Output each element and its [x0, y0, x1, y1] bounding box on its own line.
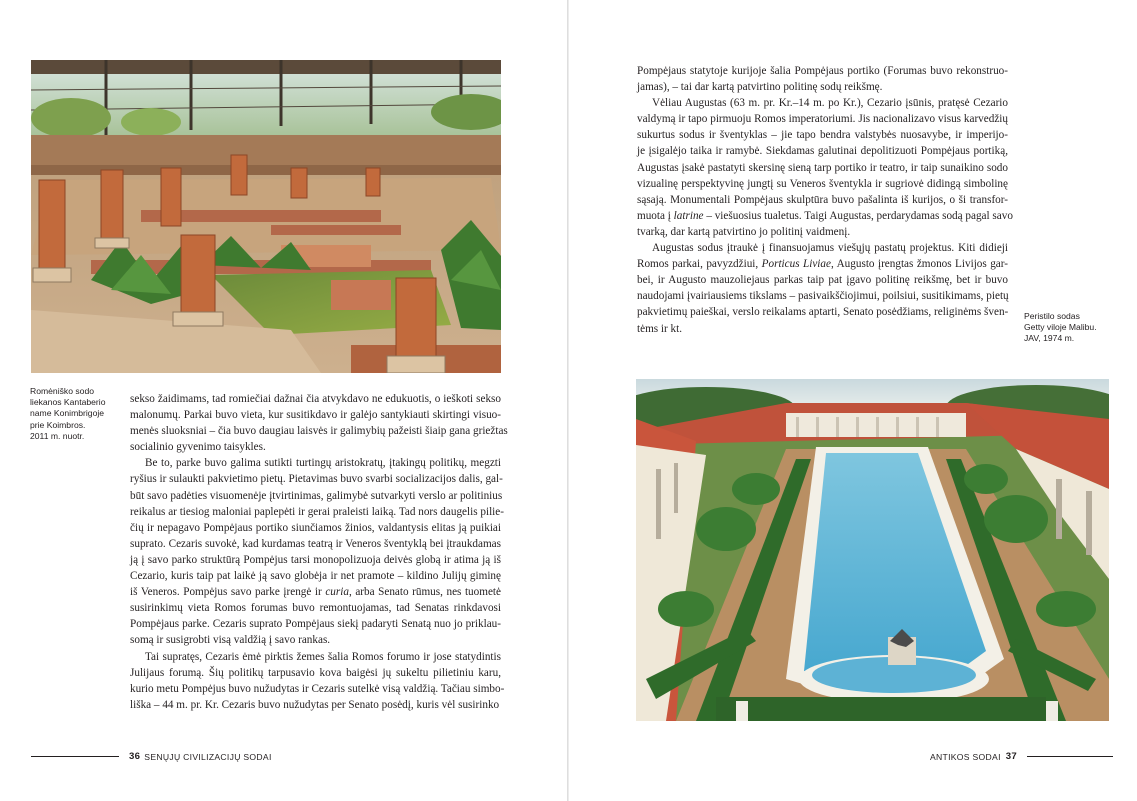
text-line: jamas), – tai dar kartą patvirtino politinę sodų reikšmę. — [637, 81, 883, 94]
text-line: Vėliau Augustas (63 m. pr. Kr.–14 m. po Kr.), Cezario įsūnis, pratęsė Cezario — [652, 97, 1008, 110]
text-line: sekso žaidimams, tad romiečiai dažnai čia atvykdavo ne edukuotis, o ieškoti sekso — [130, 393, 501, 405]
running-header: ANTIKOS SODAI — [930, 751, 1001, 762]
text-line: sukurtus sodus ir šventyklas – jie tapo bendra valstybės nuosavybe, ir imperijo- — [637, 129, 1008, 142]
getty-villa-peristyle-photo — [636, 379, 1109, 721]
text-line: malonumų. Parkai buvo vieta, kur susitikdavo ir galėjo santykiauti skirtingi visuo- — [130, 409, 501, 422]
right-footer — [930, 751, 1120, 762]
text-line: Augustas įsakė pastatyti skersinę sieną tarp portiko ir teatro, ir taip sunaikino sodo — [637, 161, 1008, 174]
text-line: Pompėjaus parke. Cezaris suprato Pompėjaus siekį padaryti Senatą nuo jo priklau- — [130, 618, 501, 631]
running-header: SENŲJŲ CIVILIZACIJŲ SODAI — [144, 751, 272, 762]
text-line: tėms ir kt. — [637, 322, 683, 335]
text-line: socialinio gyvenimo taisykles. — [130, 441, 266, 454]
text-line: liška – 44 m. pr. Kr. Cezaris buvo nužudytas per Senato posėdį, kuris vėl susirinko — [130, 698, 500, 711]
page-number: 36 — [129, 751, 141, 762]
body-paragraph — [130, 455, 504, 648]
roman-garden-ruins-photo — [31, 60, 501, 373]
text-line: susirinkimų vieta Romos forumas buvo remontuojamas, tad Senatas rinkdavosi — [130, 602, 501, 615]
ruins-illustration — [31, 60, 501, 373]
text-line: somą ir susigrobti visą valdžią į savo rankas. — [130, 634, 331, 647]
left-body-text — [130, 391, 508, 713]
left-photo-caption — [30, 386, 126, 442]
text-line: valdymą ir tapo pirmuoju Romos imperatoriumi. Jis nacionalizavo visus karvedžių — [637, 113, 1008, 126]
text-line: Julijaus forumą. Šių politikų tarpusavio kova baigėsi jų sukeltu pilietiniu karu, — [130, 666, 501, 679]
left-page — [0, 0, 567, 801]
text-line: Augustas sodus įtraukė į finansuojamus viešųjų pastatų projektus. Kiti didieji — [652, 242, 1008, 255]
text-line: būt savo padėties visuomenėje įtvirtinimas, galimybė sutvarkyti verslo ar politinius — [130, 489, 503, 502]
body-paragraph — [637, 240, 1008, 337]
caption-line: liekanos Kantaberio — [30, 397, 106, 408]
body-paragraph — [130, 391, 508, 455]
footer-rule — [1027, 756, 1113, 757]
caption-line: Peristilo sodas — [1024, 311, 1080, 321]
caption-line: 2011 m. nuotr. — [30, 430, 85, 441]
text-line: naudojami įvairiausiems tikslams – pasivaikščiojimui, poilsiui, susitikimams, pietų — [637, 290, 1009, 303]
body-paragraph — [637, 63, 1008, 95]
text-line: muota į latrine – viešuosius tualetus. Taigi Augustas, perdarydamas sodą pagal savo — [637, 209, 1013, 222]
text-line: vizualinę perspektyvinę jungtį su Veneros šventykla ir sugriovė didingą simbolinę — [637, 177, 1008, 190]
text-line: Cezario, kuris taip pat laikė ją savo globėja ir net pramote – kildino Julijų giminę — [130, 570, 501, 583]
text-line: kurio metu Pompėjus buvo nužudytas ir Cezaris sutelkė visą valdžią. Tačiau simbo- — [130, 682, 505, 695]
body-paragraph — [130, 649, 505, 713]
text-line: iš Veneros. Pompėjus savo parke įrengė ir curia, arba Senato rūmus, nes tuometė — [130, 586, 501, 599]
text-line: pakvietimų paieškai, verslo reikalams aptarti, Senato posėdžiams, religinėms šven- — [637, 306, 1009, 319]
caption-line: Getty viloje Malibu. — [1024, 322, 1097, 333]
text-line: ją į savo parko struktūrą Pompėjus tarsi monopolizuoja deivės globą ir atima ją iš — [130, 553, 501, 566]
text-line: ryšius ir sulaukti pakvietimo pietų. Pietavimas buvo svarbi socializacijos dalis, gal- — [130, 473, 503, 486]
text-line: bei, ir Augusto mauzoliejaus parkas taip pat įgavo politinę reikšmę, bet ir buvo — [637, 274, 1008, 287]
text-line: Tai supratęs, Cezaris ėmė pirktis žemes šalia Romos forumo ir jose statydintis — [145, 650, 501, 663]
peristyle-illustration — [636, 379, 1109, 721]
caption-line: name Konimbrigoje — [30, 408, 105, 419]
caption-line: Romėniško sodo — [30, 386, 95, 396]
right-page — [569, 0, 1137, 801]
text-line: sąsają. Monumentali Pompėjaus skulptūra buvo pašalinta iš kurijos, o ši transfor- — [637, 193, 1008, 206]
text-line: reikalus ar tiesiog maloniai paplepėti ir gerai praleisti laiką. Tad nors daugelis pilie- — [130, 505, 504, 518]
right-body-text — [637, 63, 1013, 337]
right-photo-caption — [1024, 311, 1134, 345]
text-line: Pompėjaus statytoje kurijoje šalia Pompėjaus portiko (Forumas buvo rekonstruo- — [637, 65, 1008, 77]
text-line: Romos parkai, pavyzdžiui, Porticus Liviae, Augusto įrengtas žmonos Livijos gar- — [637, 258, 1008, 271]
text-line: čių ir nepagavo Pompėjaus portiko siunčiamos žinios, valdantysis elitas ją puikiai — [130, 521, 501, 534]
footer-rule — [31, 756, 119, 757]
page-number: 37 — [1005, 751, 1018, 762]
text-line: tvarką, dar kartą patvirtino jo politinį vaidmenį. — [637, 225, 851, 238]
body-paragraph — [637, 95, 1013, 240]
text-line: je įsigalėjo taika ir ramybė. Siekdamas galutinai depolitizuoti Pompėjaus portiką, — [637, 145, 1008, 158]
text-line: suprato. Cezaris suvokė, kad kurdamas teatrą ir Veneros šventyklą bei įtraukdamas — [130, 537, 501, 550]
caption-line: prie Koimbros. — [30, 419, 86, 430]
text-line: menės sluoksniai – čia buvo daugiau laisvės ir galimybių pažeisti šiaip gana griežtas — [130, 425, 508, 438]
caption-line: JAV, 1974 m. — [1024, 333, 1075, 344]
text-line: Be to, parke buvo galima sutikti turtingų aristokratų, įtakingų politikų, megzti — [145, 457, 501, 470]
left-footer — [31, 751, 331, 762]
